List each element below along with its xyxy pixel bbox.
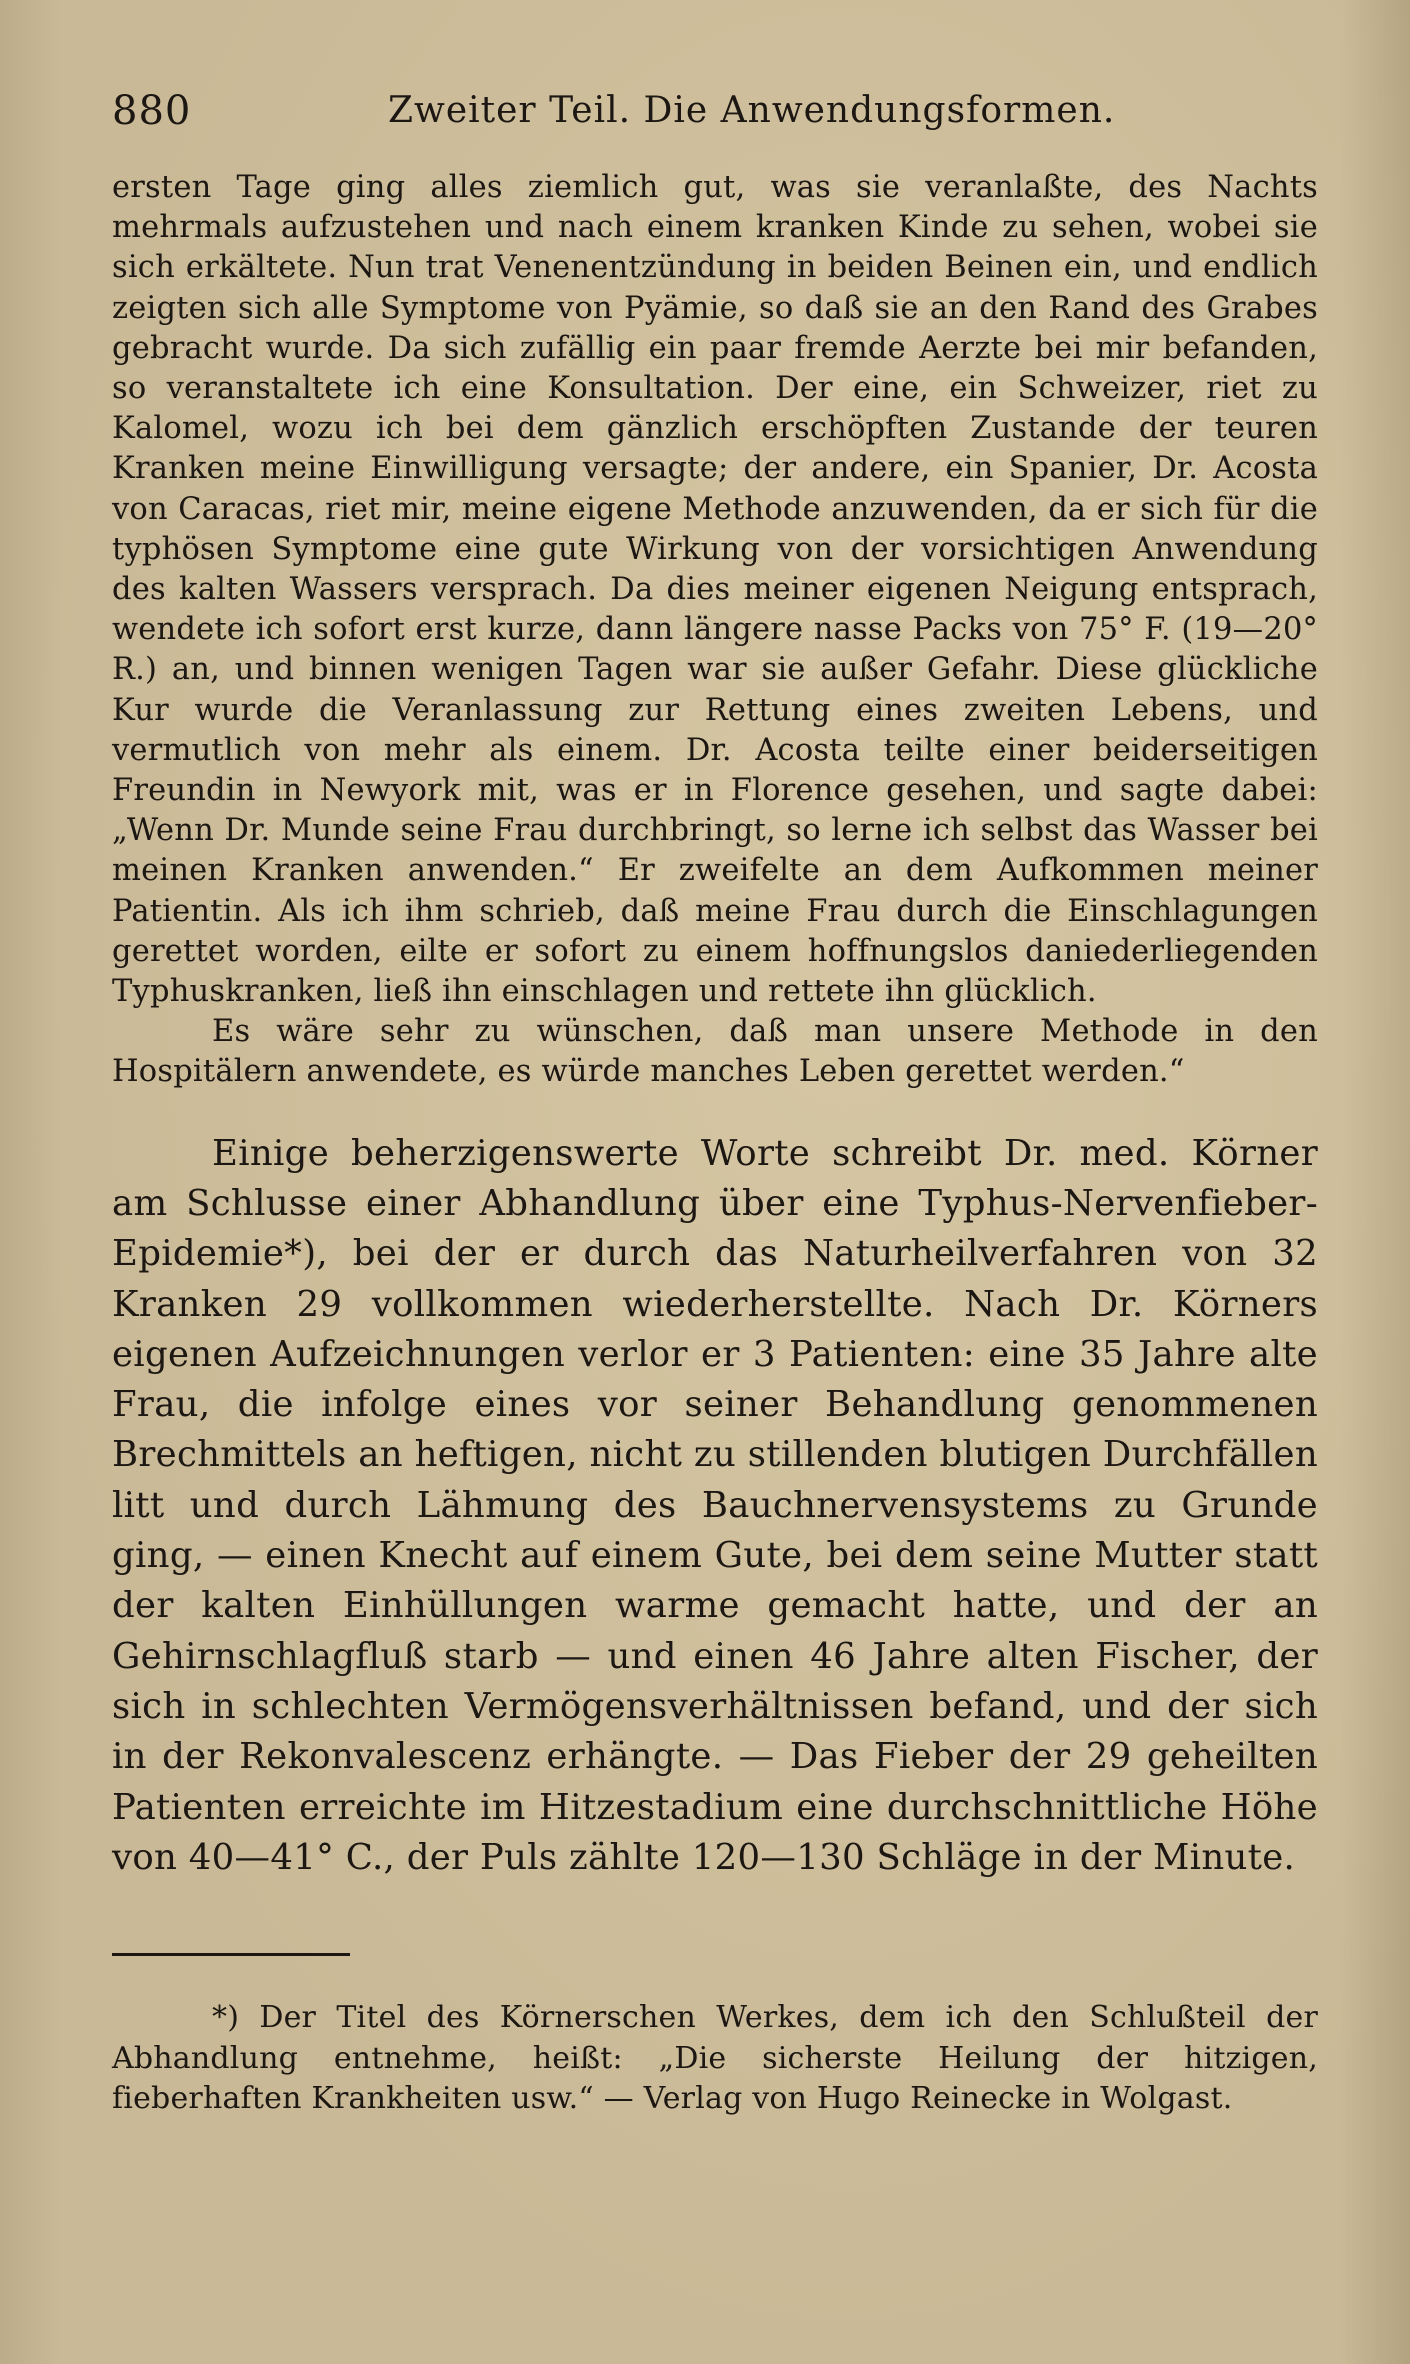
running-title: Zweiter Teil. Die Anwendungsformen. — [388, 90, 1116, 131]
page-number: 880 — [112, 88, 192, 134]
quote-paragraph: Es wäre sehr zu wünschen, daß man unsere Methode in den Hospitälern anwendete, es würde manches Leben gerettet werden.“ — [112, 1014, 1318, 1090]
body-paragraph: Einige beherzigenswerte Worte schreibt Dr. med. Körner am Schlusse einer Abhandlung über eine Typhus-Nervenfieber-Epidemie*), bei der er durch das Naturheilverfahren von 32 Kranken 29 vollkommen wiederherstellte. Nach Dr. Körners eigenen Aufzeichnungen verlor er 3 Patienten: eine 35 Jahre alte Frau, die infolge eines vor seiner Behandlung genommenen Brechmittels an heftigen, nicht zu stillenden blutigen Durchfällen litt und durch Lähmung des Bauchnervensystems zu Grunde ging, — einen Knecht auf einem Gute, bei dem seine Mutter statt der kalten Einhüllungen warme gemacht hatte, und der an Gehirnschlagfluß starb — und einen 46 Jahre alten Fischer, der sich in schlechten Vermögensverhältnissen befand, und der sich in der Rekonvalescenz erhängte. — Das Fieber der 29 geheilten Patienten erreichte im Hitzestadium eine durchschnittliche Höhe von 40—41° C., der Puls zählte 120—130 Schläge in der Minute. — [112, 1132, 1318, 1878]
running-head — [112, 88, 1318, 138]
quote-paragraph: ersten Tage ging alles ziemlich gut, was sie veranlaßte, des Nachts mehrmals aufzustehen und nach einem kranken Kinde zu sehen, wobei sie sich erkältete. Nun trat Venenentzündung in beiden Beinen ein, und endlich zeigten sich alle Symptome von Pyämie, so daß sie an den Rand des Grabes gebracht wurde. Da sich zufällig ein paar fremde Aerzte bei mir befanden, so veranstaltete ich eine Konsultation. Der eine, ein Schweizer, riet zu Kalomel, wozu ich bei dem gänzlich erschöpften Zustande der teuren Kranken meine Einwilligung versagte; der andere, ein Spanier, Dr. Acosta von Caracas, riet mir, meine eigene Methode anzuwenden, da er sich für die typhösen Symptome eine gute Wirkung von der vorsichtigen Anwendung des kalten Wassers versprach. Da dies meiner eigenen Neigung entsprach, wendete ich sofort erst kurze, dann längere nasse Packs von 75° F. (19—20° R.) an, und binnen wenigen Tagen war sie außer Gefahr. Diese glückliche Kur wurde die Veranlassung zur Rettung eines zweiten Lebens, und vermutlich von mehr als einem. Dr. Acosta teilte einer beiderseitigen Freundin in Newyork mit, was er in Florence gesehen, und sagte dabei: „Wenn Dr. Munde seine Frau durchbringt, so lerne ich selbst das Wasser bei meinen Kranken anwenden.“ Er zweifelte an dem Aufkommen meiner Patientin. Als ich ihm schrieb, daß meine Frau durch die Einschlagungen gerettet worden, eilte er sofort zu einem hoffnungslos daniederliegenden Typhuskranken, ließ ihn einschlagen und rettete ihn glücklich. — [112, 170, 1318, 1010]
quoted-passage — [112, 168, 1318, 1093]
footnote: *) Der Titel des Körnerschen Werkes, dem ich den Schlußteil der Abhandlung entnehme, heißt: „Die sicherste Heilung der hitzigen, fieberhaften Krankheiten usw.“ — Verlag von Hugo Reinecke in Wolgast. — [112, 2000, 1318, 2117]
book-page — [112, 88, 1318, 2150]
footnote-divider — [112, 1953, 350, 1956]
